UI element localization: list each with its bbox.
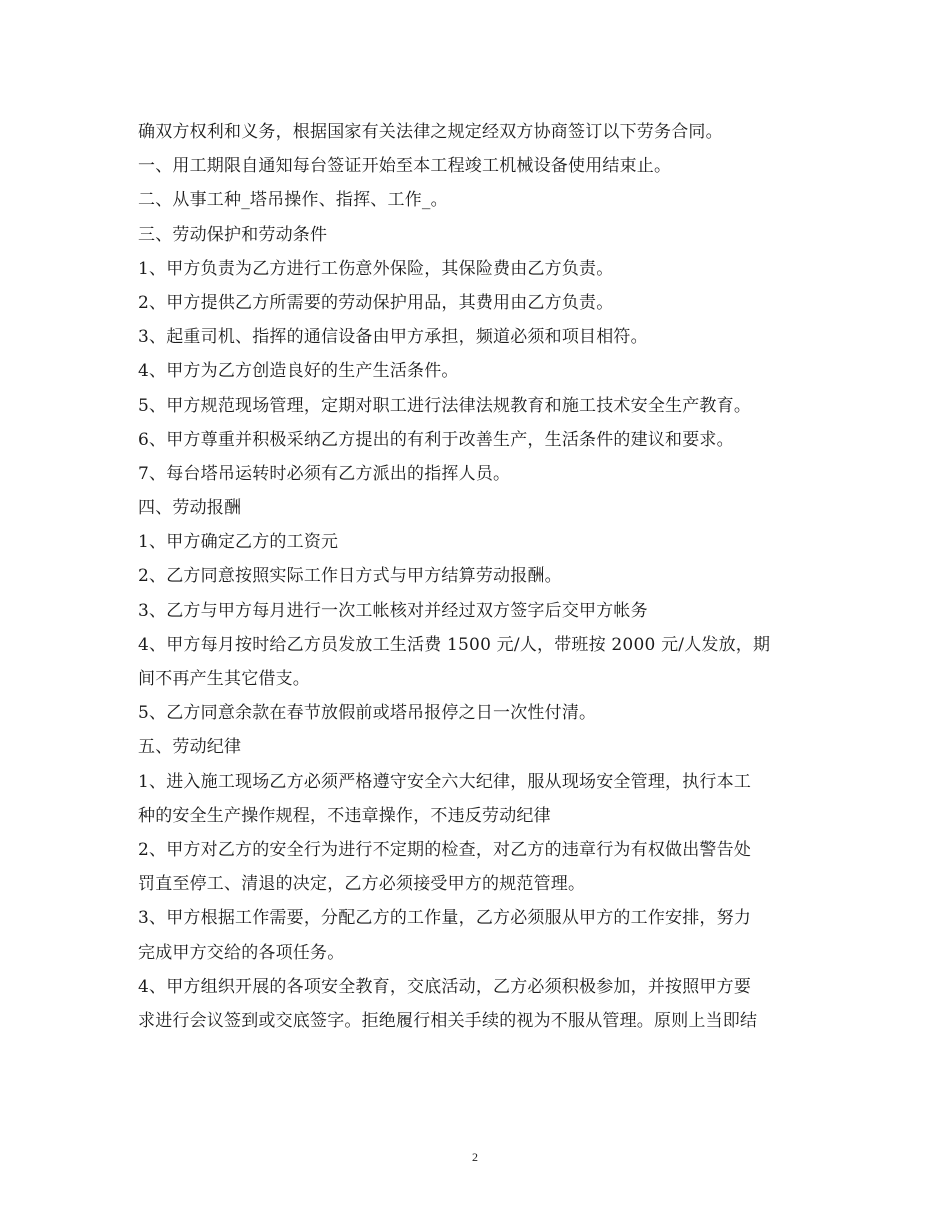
text-line: 4、甲方为乙方创造良好的生产生活条件。 [138, 361, 459, 382]
text-line: 3、起重司机、指挥的通信设备由甲方承担，频道必须和项目相符。 [138, 327, 648, 348]
section-heading: 三、劳动保护和劳动条件 [138, 224, 328, 245]
text-line: 确双方权利和义务，根据国家有关法律之规定经双方协商签订以下劳务合同。 [138, 122, 723, 142]
text-line: 间不再产生其它借支。 [138, 669, 310, 689]
text-line: 4、甲方组织开展的各项安全教育，交底活动，乙方必须积极参加，并按照甲方要 [138, 976, 752, 997]
text-line: 求进行会议签到或交底签字。拒绝履行相关手续的视为不服从管理。原则上当即结 [138, 1010, 758, 1031]
text-line: 二、从事工种_塔吊操作、指挥、工作_。 [138, 190, 448, 211]
text-line: 4、甲方每月按时给乙方员发放工生活费 1500 元/人，带班按 2000 元/人发放，期 [138, 634, 771, 655]
text-line: 3、乙方与甲方每月进行一次工帐核对并经过双方签字后交甲方帐务 [138, 600, 648, 621]
text-line: 3、甲方根据工作需要，分配乙方的工作量，乙方必须服从甲方的工作安排，努力 [138, 908, 752, 929]
page-number: 2 [472, 1150, 478, 1164]
text-line: 6、甲方尊重并积极采纳乙方提出的有利于改善生产，生活条件的建议和要求。 [138, 429, 734, 450]
text-line: 2、乙方同意按照实际工作日方式与甲方结算劳动报酬。 [138, 566, 562, 587]
text-line: 1、甲方确定乙方的工资元 [138, 532, 339, 553]
document-body [138, 115, 818, 1038]
text-line: 一、用工期限自通知每台签证开始至本工程竣工机械设备使用结束止。 [138, 156, 672, 177]
text-line: 7、每台塔吊运转时必须有乙方派出的指挥人员。 [138, 463, 511, 484]
text-line: 罚直至停工、清退的决定，乙方必须接受甲方的规范管理。 [138, 874, 586, 895]
text-line: 1、甲方负责为乙方进行工伤意外保险，其保险费由乙方负责。 [138, 258, 614, 279]
text-line: 2、甲方对乙方的安全行为进行不定期的检查，对乙方的违章行为有权做出警告处 [138, 839, 752, 860]
text-line: 2、甲方提供乙方所需要的劳动保护用品，其费用由乙方负责。 [138, 292, 614, 313]
text-line: 种的安全生产操作规程，不违章操作，不违反劳动纪律 [138, 805, 551, 826]
text-line: 完成甲方交给的各项任务。 [138, 942, 345, 963]
section-heading: 五、劳动纪律 [138, 737, 242, 758]
text-line: 5、乙方同意余款在春节放假前或塔吊报停之日一次性付清。 [138, 703, 597, 724]
text-line: 1、进入施工现场乙方必须严格遵守安全六大纪律，服从现场安全管理，执行本工 [138, 771, 752, 792]
section-heading: 四、劳动报酬 [138, 498, 242, 519]
text-line: 5、甲方规范现场管理，定期对职工进行法律法规教育和施工技术安全生产教育。 [138, 395, 752, 416]
